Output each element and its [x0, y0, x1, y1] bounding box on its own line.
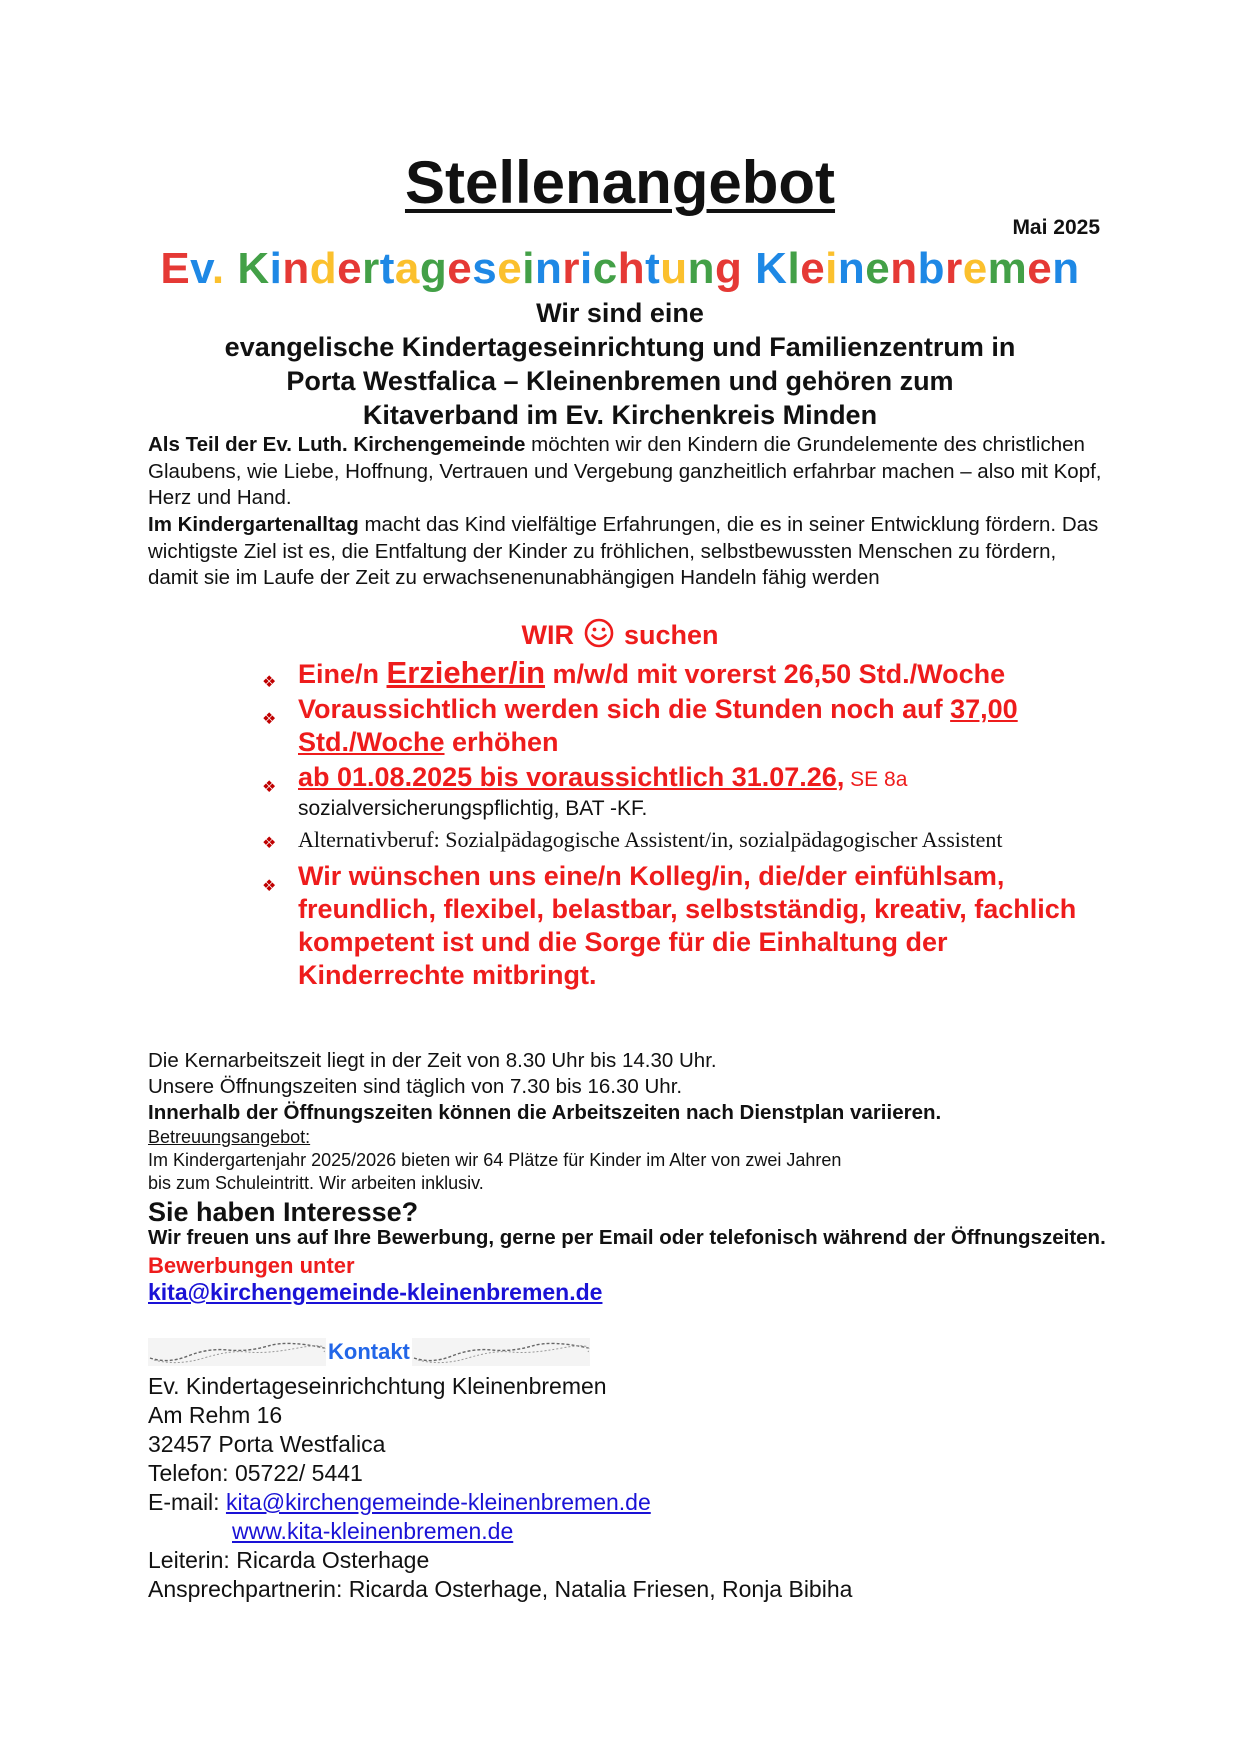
org-name-letter: E — [160, 244, 191, 293]
org-name-letter: t — [379, 244, 395, 293]
org-name-letter: K — [755, 244, 788, 293]
apply-text: Wir freuen uns auf Ihre Bewerbung, gerne per Email oder telefonisch während der Öffnungszeiten. — [148, 1226, 1106, 1249]
bullet-text: erhöhen — [444, 727, 559, 757]
contact-lead: Leiterin: Ricarda Osterhage — [148, 1547, 430, 1573]
org-name-letter: s — [472, 244, 498, 293]
decorative-squiggle-icon — [148, 1338, 326, 1366]
list-item — [262, 693, 1112, 759]
page-title: Stellenangebot — [404, 149, 836, 216]
contract-dates: ab 01.08.2025 bis voraussichtlich 31.07.26 — [298, 762, 837, 792]
opening-hours: Unsere Öffnungszeiten sind täglich von 7.30 bis 16.30 Uhr. — [148, 1075, 683, 1098]
list-item — [262, 656, 1112, 691]
organization-name — [0, 244, 1240, 294]
contact-city: 32457 Porta Westfalica — [148, 1431, 386, 1457]
bullet-text: , — [836, 762, 845, 792]
we-seek-heading — [0, 618, 1240, 651]
org-name-letter: e — [800, 244, 826, 293]
paragraph-text: möchten wir den Kindern die Grundelemente des christlichen Glaubens, wie Liebe, Hoffnung, Vertrauen und Vergebung ganzheitlich erfahrbar machen – also mit Kopf, Herz und Hand. — [148, 433, 1102, 509]
org-name-letter: g — [419, 244, 448, 293]
bullet-diamond-icon: ❖ — [262, 835, 277, 852]
org-name-letter: e — [337, 244, 363, 293]
apply-email-link[interactable]: kita@kirchengemeinde-kleinenbremen.de — [148, 1279, 603, 1305]
org-name-letter: i — [580, 244, 593, 293]
requirements-list — [262, 654, 1112, 992]
list-item — [262, 860, 1112, 992]
org-name-letter: e — [497, 244, 523, 293]
org-name-letter: r — [945, 244, 963, 293]
org-name-letter: i — [825, 244, 838, 293]
schedule-note: Innerhalb der Öffnungszeiten können die Arbeitszeiten nach Dienstplan variieren. — [148, 1101, 942, 1124]
bullet-text: Alternativberuf: Sozialpädagogische Assistent/in, sozialpädagogischer Assistent — [298, 827, 1003, 852]
org-name-letter: m — [987, 244, 1028, 293]
org-name-letter: b — [917, 244, 946, 293]
job-title: Erzieher/in — [386, 655, 546, 690]
org-name-letter: r — [562, 244, 580, 293]
org-name-letter: n — [890, 244, 918, 293]
bullet-diamond-icon: ❖ — [262, 779, 277, 796]
org-name-letter: n — [837, 244, 866, 293]
care-offer-text: bis zum Schuleintritt. Wir arbeiten inklusiv. — [148, 1173, 484, 1193]
org-name-letter: g — [715, 244, 743, 293]
contact-email-link[interactable]: kita@kirchengemeinde-kleinenbremen.de — [225, 1489, 651, 1515]
org-name-letter: d — [309, 244, 338, 293]
org-name-letter: i — [522, 244, 535, 293]
decorative-squiggle-icon — [412, 1338, 590, 1366]
org-name-letter: e — [962, 244, 988, 293]
care-offer-heading: Betreuungsangebot: — [148, 1127, 311, 1147]
org-name-letter: l — [787, 244, 801, 293]
intro-heading — [120, 296, 1120, 432]
org-name-letter: i — [269, 244, 283, 293]
org-name-letter: n — [282, 244, 310, 293]
interest-heading: Sie haben Interesse? — [148, 1197, 419, 1227]
pay-grade: SE 8a — [844, 768, 908, 791]
org-name-letter: n — [687, 244, 716, 293]
intro-line: Wir sind eine — [536, 298, 704, 328]
contact-street: Am Rehm 16 — [148, 1402, 283, 1428]
contact-web-row — [148, 1517, 1108, 1546]
list-item — [262, 826, 1112, 854]
org-name-letter: K — [237, 244, 270, 293]
contact-persons: Ansprechpartnerin: Ricarda Osterhage, Natalia Friesen, Ronja Bibiha — [148, 1576, 853, 1602]
org-name-letter: n — [534, 244, 563, 293]
paragraph-faith — [148, 432, 1108, 512]
contact-phone: Telefon: 05722/ 5441 — [148, 1460, 363, 1486]
org-name-letter: n — [1052, 244, 1080, 293]
seek-left: WIR — [521, 620, 574, 650]
org-name-letter: t — [645, 244, 661, 293]
contact-address — [148, 1372, 1108, 1604]
email-label: E-mail: — [148, 1489, 226, 1515]
intro-line: Porta Westfalica – Kleinenbremen und gehören zum — [286, 366, 954, 396]
intro-line: evangelische Kindertageseinrichtung und Familienzentrum in — [224, 332, 1016, 362]
bullet-diamond-icon: ❖ — [262, 674, 277, 691]
org-name-letter: e — [1027, 244, 1053, 293]
org-name-letter: u — [660, 244, 688, 293]
org-name-letter: e — [865, 244, 891, 293]
paragraph-text: macht das Kind vielfältige Erfahrungen, die es in seiner Entwicklung fördern. Das wichtigste Ziel ist es, die Entfaltung der Kinder zu fröhlichen, selbstbewussten Menschen zu fördern, damit sie im Laufe der Zeit zu erwachsenenunabhängigen Handeln fähig werden — [148, 513, 1099, 589]
contact-divider — [148, 1336, 590, 1366]
paragraph-lead: Im Kindergartenalltag — [148, 513, 359, 536]
bullet-text: Wir wünschen uns eine/n Kolleg/in, die/der einfühlsam, freundlich, flexibel, belastbar, selbstständig, kreativ, fachlich kompetent ist und die Sorge für die Einhaltung der Kinderrechte mitbringt. — [298, 861, 1077, 990]
apply-heading: Bewerbungen unter — [148, 1253, 355, 1278]
bullet-diamond-icon: ❖ — [262, 711, 277, 728]
paragraph-daily — [148, 512, 1108, 592]
future-hours: 37,00 Std./Woche — [298, 694, 1018, 757]
contract-note: sozialversicherungspflichtig, BAT -KF. — [298, 797, 648, 820]
intro-line: Kitaverband im Ev. Kirchenkreis Minden — [362, 400, 878, 430]
org-name-letter: e — [447, 244, 473, 293]
org-name-letter: c — [592, 244, 618, 293]
contact-name: Ev. Kindertageseinrichchtung Kleinenbremen — [148, 1373, 607, 1399]
org-name-letter: a — [394, 244, 420, 293]
org-name-letter — [742, 244, 755, 293]
paragraph-lead: Als Teil der Ev. Luth. Kirchengemeinde — [148, 433, 526, 456]
care-offer-text: Im Kindergartenjahr 2025/2026 bieten wir 64 Plätze für Kinder im Alter von zwei Jahren — [148, 1150, 842, 1170]
working-hours-section — [148, 1048, 1108, 1307]
contact-heading: Kontakt — [328, 1339, 410, 1364]
org-name-letter: v — [190, 244, 212, 293]
bullet-text: Voraussichtlich werden sich die Stunden noch auf — [298, 694, 951, 724]
org-name-letter: r — [362, 244, 380, 293]
bullet-text: Eine/n — [298, 659, 387, 689]
posting-date: Mai 2025 — [1012, 216, 1100, 239]
seek-right: suchen — [623, 620, 719, 650]
contact-email-row — [148, 1488, 1108, 1517]
org-name-letter: h — [617, 244, 646, 293]
smiley-icon — [584, 618, 614, 648]
list-item — [262, 761, 1112, 822]
bullet-diamond-icon: ❖ — [262, 878, 277, 895]
bullet-text: m/w/d mit vorerst 26,50 Std./Woche — [545, 659, 1006, 689]
org-name-letter: . — [211, 244, 225, 293]
core-hours: Die Kernarbeitszeit liegt in der Zeit von 8.30 Uhr bis 14.30 Uhr. — [148, 1049, 717, 1072]
website-link[interactable]: www.kita-kleinenbremen.de — [232, 1518, 514, 1544]
org-name-letter — [225, 244, 238, 293]
